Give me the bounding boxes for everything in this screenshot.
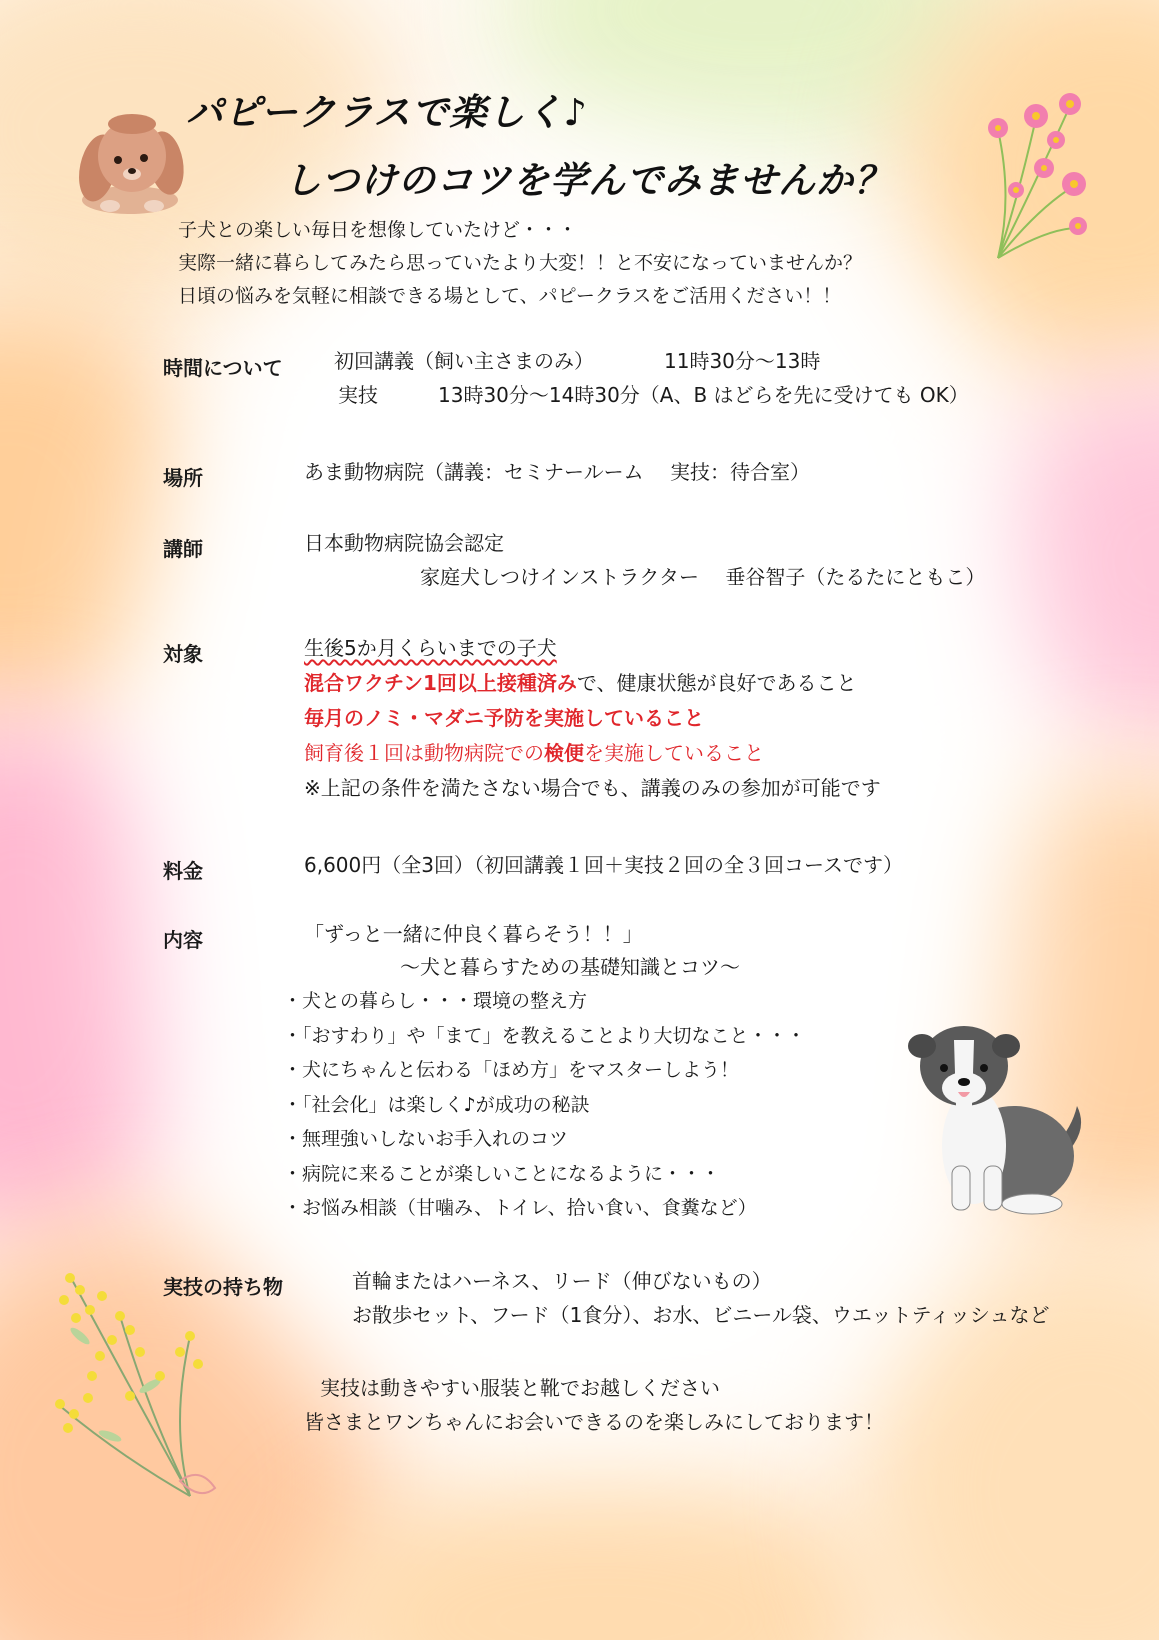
intro-line: 日頃の悩みを気軽に相談できる場として、パピークラスをご活用ください！！ — [178, 285, 842, 307]
target-line3-rest: を実施していること — [524, 706, 704, 730]
time-label: 時間について — [163, 356, 283, 380]
closing-line1: 実技は動きやすい服装と靴でお越しください — [320, 1376, 720, 1400]
flea-tick-requirement: 毎月のノミ・マダニ予防 — [304, 706, 524, 730]
content-label: 内容 — [163, 928, 203, 952]
intro-text — [178, 214, 862, 313]
list-item: ・お悩み相談（甘噛み、トイレ、拾い食い、食糞など） — [283, 1197, 757, 1219]
instructor-line1: 日本動物病院協会認定 — [304, 531, 504, 555]
target-line4-a: 飼育後１回は動物病院での — [304, 741, 544, 765]
stool-test-requirement: 検便 — [544, 741, 584, 765]
belongings-line2: お散歩セット、フード（1食分）、お水、ビニール袋、ウエットティッシュなど — [352, 1303, 1050, 1327]
fee-label: 料金 — [163, 859, 203, 883]
content-catch1: 「ずっと一緒に仲良く暮らそう！！」 — [304, 922, 643, 946]
instructor-line2: 家庭犬しつけインストラクター 垂谷智子（たるたにともこ） — [420, 565, 986, 589]
instructor-label: 講師 — [163, 537, 203, 561]
vaccine-requirement: 混合ワクチン1回以上接種済み — [304, 671, 577, 695]
target-line2-rest: で、健康状態が良好であること — [576, 671, 857, 695]
list-item: ・犬との暮らし・・・環境の整え方 — [283, 990, 588, 1012]
list-item: ・「社会化」は楽しく♪が成功の秘訣 — [283, 1093, 590, 1116]
target-line1 — [304, 631, 557, 665]
intro-line: 子犬との楽しい毎日を想像していたけど・・・ — [178, 219, 578, 241]
lecture-label: 初回講義（飼い主さまのみ） — [334, 349, 594, 373]
page-title-line2: しつけのコツを学んでみませんか？ — [284, 159, 892, 202]
target-note: ※上記の条件を満たさない場合でも、講義のみの参加が可能です — [304, 776, 881, 800]
target-label: 対象 — [163, 642, 203, 666]
practice-label: 実技 — [338, 383, 378, 407]
belongings-line1: 首輪またはハーネス、リード（伸びないもの） — [352, 1269, 772, 1293]
place-value: あま動物病院（講義：セミナールーム 実技：待合室） — [304, 460, 810, 484]
list-item: ・病院に来ることが楽しいことになるように・・・ — [283, 1162, 721, 1185]
list-item: ・犬にちゃんと伝わる「ほめ方」をマスターしよう！ — [283, 1059, 740, 1081]
fee-value: 6,600円（全3回）（初回講義１回＋実技２回の全３回コースです） — [304, 853, 903, 877]
list-item: ・「おすわり」や「まて」を教えることより大切なこと・・・ — [283, 1024, 806, 1047]
practice-time: 13時30分～14時30分（A、B はどらを先に受けても OK） — [438, 383, 969, 407]
content-catch2: ～犬と暮らすための基礎知識とコツ～ — [400, 955, 740, 979]
target-line4-b: を実施していること — [584, 741, 764, 765]
target-line2 — [304, 666, 857, 700]
content-list — [283, 984, 806, 1226]
closing-line2: 皆さまとワンちゃんにお会いできるのを楽しみにしております！ — [304, 1410, 884, 1434]
target-age: 生後5か月くらいまでの子犬 — [304, 636, 557, 660]
place-label: 場所 — [163, 466, 203, 490]
intro-line: 実際一緒に暮らしてみたら思っていたより大変！！と不安になっていませんか？ — [178, 252, 863, 274]
list-item: ・無理強いしないお手入れのコツ — [283, 1128, 569, 1150]
lecture-time: 11時30分～13時 — [664, 349, 821, 373]
target-line4 — [304, 736, 764, 770]
belongings-label: 実技の持ち物 — [163, 1275, 283, 1299]
page-title-line1: パピークラスで楽しく♪ — [186, 91, 589, 134]
target-line3 — [304, 701, 704, 735]
